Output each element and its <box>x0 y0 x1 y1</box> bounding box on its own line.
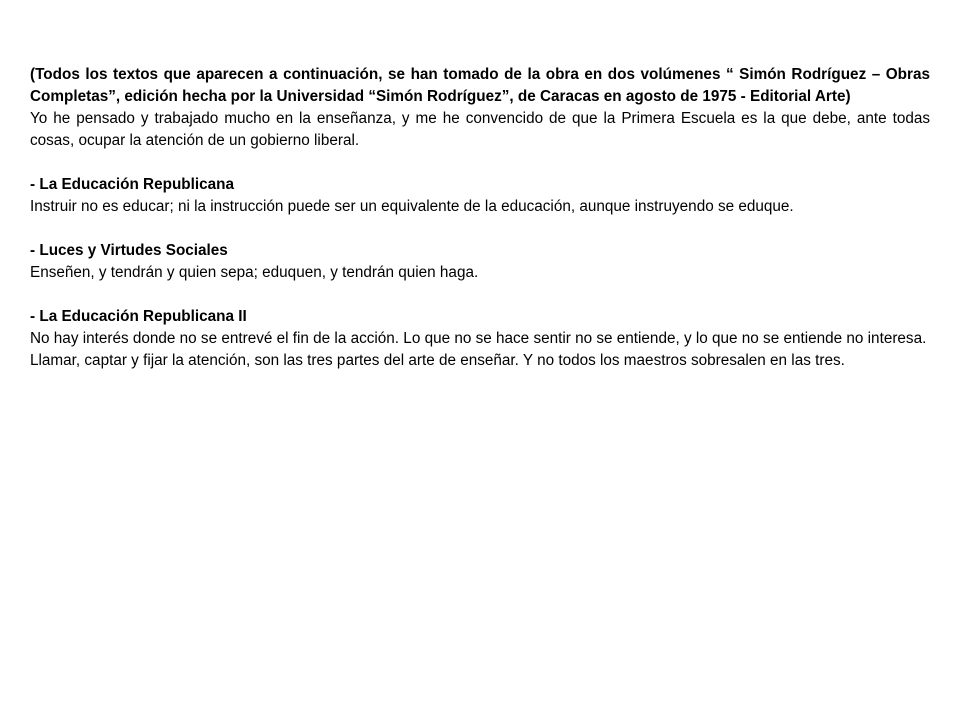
paragraph-primera-escuela: Yo he pensado y trabajado mucho en la enseñanza, y me he convencido de que la Primera Escuela es la que debe, ante todas cosas, ocupar la atención de un gobierno liberal. <box>30 110 930 149</box>
spacer <box>30 218 930 240</box>
paragraph-atencion: Llamar, captar y fijar la atención, son las tres partes del arte de enseñar. Y no todos los maestros sobresalen en las tres. <box>30 352 845 369</box>
spacer <box>30 152 930 174</box>
paragraph-ensenen: Enseñen, y tendrán y quien sepa; eduquen, y tendrán quien haga. <box>30 264 479 281</box>
text-body <box>30 64 930 372</box>
paragraph-instruir: Instruir no es educar; ni la instrucción puede ser un equivalente de la educación, aunque instruyendo se eduque. <box>30 198 794 215</box>
section-heading-educacion-republicana: - La Educación Republicana <box>30 176 234 193</box>
spacer <box>30 284 930 306</box>
section-heading-luces-virtudes: - Luces y Virtudes Sociales <box>30 242 228 259</box>
section-heading-educacion-republicana-ii: - La Educación Republicana II <box>30 308 247 325</box>
paragraph-interes: No hay interés donde no se entrevé el fin de la acción. Lo que no se hace sentir no se entiende, y lo que no se entiende no interesa. <box>30 330 927 347</box>
intro-note: (Todos los textos que aparecen a continuación, se han tomado de la obra en dos volúmenes “ Simón Rodríguez – Obras Completas”, edición hecha por la Universidad “Simón Rodríguez”, de Caracas en agosto de 1975 - Editorial Arte) <box>30 66 930 105</box>
